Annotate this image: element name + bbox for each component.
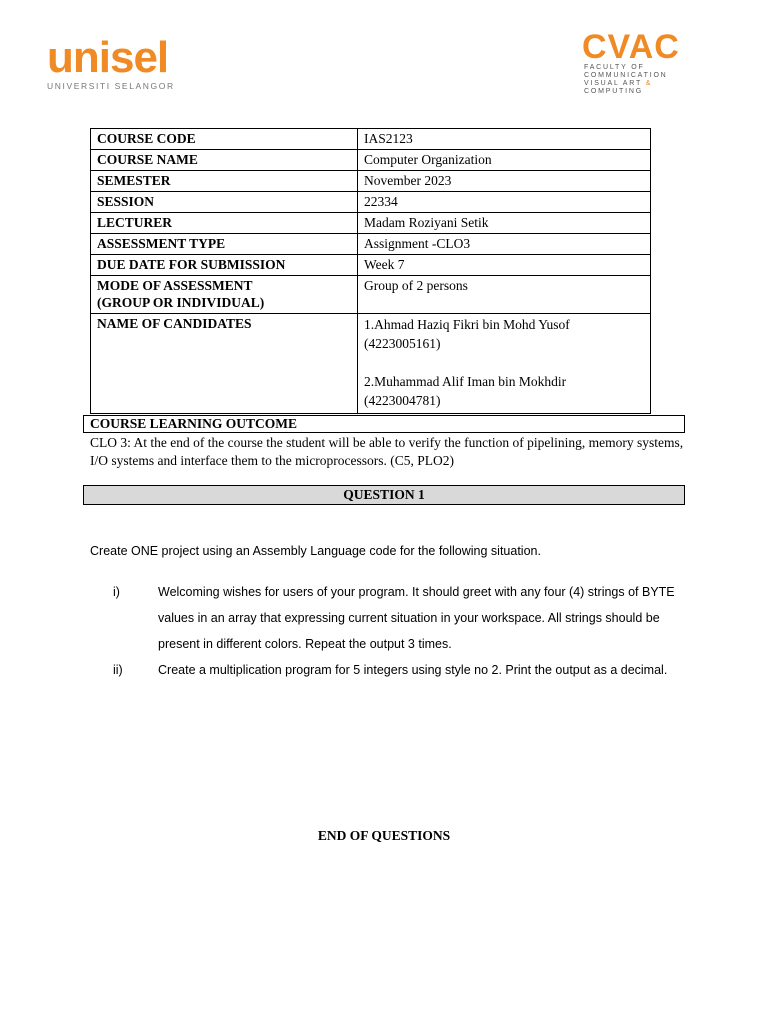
question-item-number: ii) xyxy=(113,663,123,677)
table-row xyxy=(91,192,651,213)
unisel-logo-text: unisel xyxy=(47,33,169,82)
end-of-questions: END OF QUESTIONS xyxy=(317,828,451,843)
semester-value: November 2023 xyxy=(358,171,651,192)
session-label: SESSION xyxy=(91,192,358,213)
course-name-label: COURSE NAME xyxy=(91,150,358,171)
mode-label-line1: MODE OF ASSESSMENT xyxy=(97,278,253,293)
course-code-label: COURSE CODE xyxy=(91,129,358,150)
course-info-table xyxy=(90,128,651,414)
lecturer-label: LECTURER xyxy=(91,213,358,234)
cvac-logo xyxy=(582,30,692,96)
course-name-value: Computer Organization xyxy=(358,150,651,171)
question-intro: Create ONE project using an Assembly Language code for the following situation. xyxy=(90,544,541,558)
candidate-2-id: (4223004781) xyxy=(364,393,441,408)
table-row xyxy=(91,255,651,276)
cvac-logo-ampersand: & xyxy=(645,80,653,87)
table-row xyxy=(91,171,651,192)
candidates-label: NAME OF CANDIDATES xyxy=(91,314,358,414)
session-value: 22334 xyxy=(358,192,651,213)
lecturer-value: Madam Roziyani Setik xyxy=(358,213,651,234)
candidate-2-name: 2.Muhammad Alif Iman bin Mokhdir xyxy=(364,374,567,389)
due-date-value: Week 7 xyxy=(358,255,651,276)
question-item-text: Welcoming wishes for users of your program. It should greet with any four (4) strings of BYTE values in an array that expressing current situation in your workspace. All strings should be present in different colors. Repeat the output 3 times. xyxy=(158,585,675,651)
semester-label: SEMESTER xyxy=(91,171,358,192)
clo-heading: COURSE LEARNING OUTCOME xyxy=(83,415,685,433)
clo-text: CLO 3: At the end of the course the student will be able to verify the function of pipelining, memory systems, I/O systems and interface them to the microprocessors. (C5, PLO2) xyxy=(90,435,684,468)
table-row xyxy=(91,314,651,414)
cvac-logo-line xyxy=(584,80,692,88)
table-row xyxy=(91,150,651,171)
cvac-logo-line: COMMUNICATION xyxy=(584,72,668,79)
question-heading: QUESTION 1 xyxy=(83,485,685,505)
due-date-label: DUE DATE FOR SUBMISSION xyxy=(91,255,358,276)
question-item-text: Create a multiplication program for 5 integers using style no 2. Print the output as a decimal. xyxy=(158,663,668,677)
mode-of-assessment-label xyxy=(91,276,358,314)
question-item-number: i) xyxy=(113,585,120,599)
course-code-value: IAS2123 xyxy=(358,129,651,150)
cvac-logo-text: CVAC xyxy=(582,28,680,66)
candidate-1-id: (4223005161) xyxy=(364,336,441,351)
candidate-1-name: 1.Ahmad Haziq Fikri bin Mohd Yusof xyxy=(364,317,570,332)
cvac-logo-line-text: VISUAL ART xyxy=(584,80,642,87)
mode-of-assessment-value: Group of 2 persons xyxy=(358,276,651,314)
assessment-type-value: Assignment -CLO3 xyxy=(358,234,651,255)
table-row xyxy=(91,129,651,150)
table-row xyxy=(91,276,651,314)
cvac-logo-line: FACULTY OF xyxy=(584,64,645,71)
mode-label-line2: (GROUP OR INDIVIDUAL) xyxy=(97,295,265,310)
assessment-type-label: ASSESSMENT TYPE xyxy=(91,234,358,255)
unisel-logo-subtitle: UNIVERSITI SELANGOR xyxy=(47,81,175,91)
table-row xyxy=(91,234,651,255)
table-row xyxy=(91,213,651,234)
unisel-logo xyxy=(47,33,177,91)
candidates-value xyxy=(358,314,651,414)
cvac-logo-line: COMPUTING xyxy=(584,88,643,95)
